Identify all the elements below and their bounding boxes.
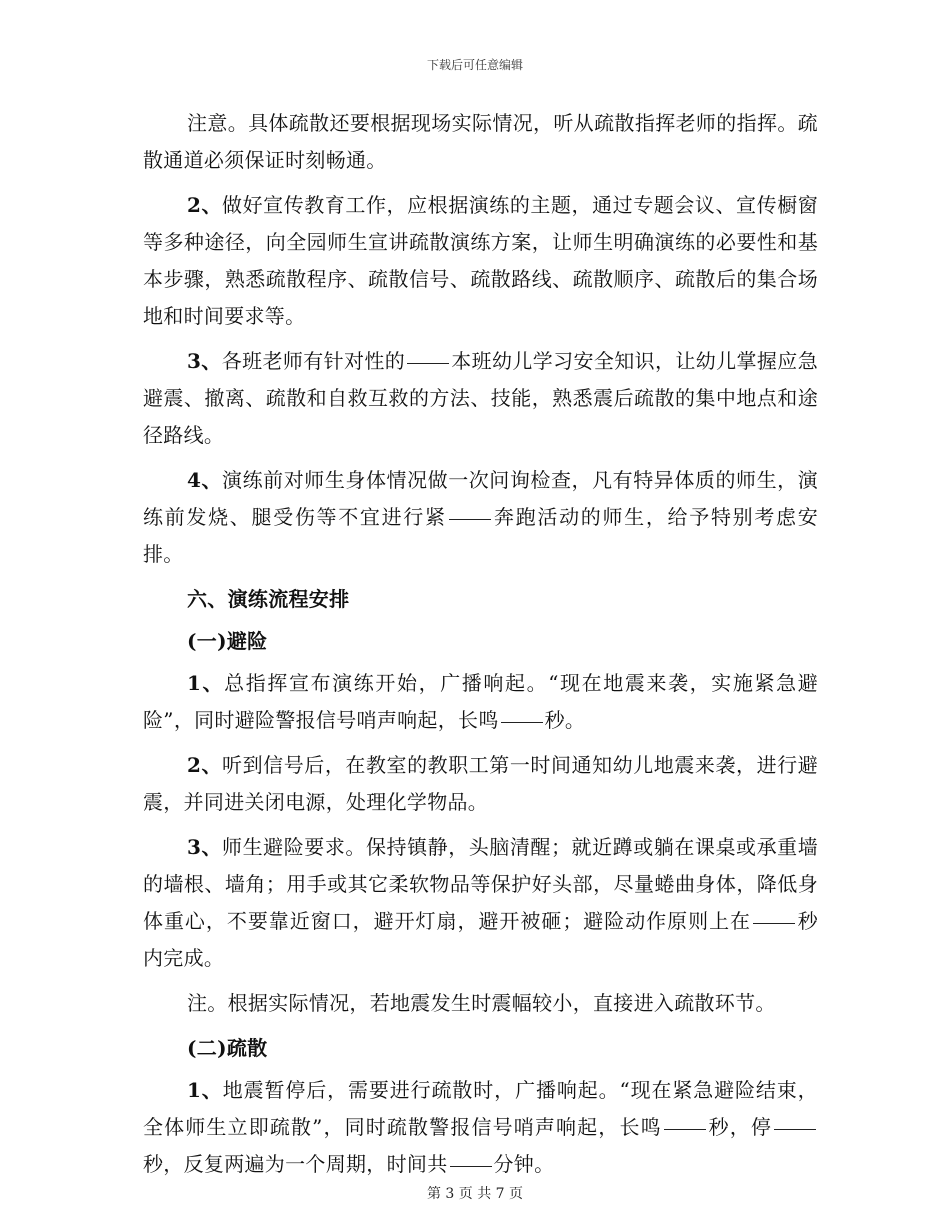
paragraph-item-3: [143, 343, 818, 454]
paragraph-avoid-step-1: [143, 665, 818, 739]
fill-blank: [753, 922, 795, 924]
subsection-heading-avoid-risk: (一)避险: [187, 629, 268, 653]
item-number: 2、: [187, 753, 223, 777]
page-header: 下载后可任意编辑: [426, 58, 523, 72]
item-text: 秒。: [544, 708, 586, 732]
item-text: 地震暂停后，需要进行疏散时，广播响起。“现在紧急避险结束，全体师生立即疏散”，同时疏散警报信号哨声响起，长鸣: [143, 1078, 818, 1139]
item-number: 3、: [187, 349, 222, 373]
paragraph-avoid-step-2: [143, 747, 818, 821]
section-heading-6: 六、演练流程安排: [187, 587, 350, 611]
subsection-heading-evacuate: (二)疏散: [187, 1036, 268, 1060]
page-footer: 第 3 页 共 7 页: [426, 1186, 524, 1202]
paragraph-item-2: [143, 187, 818, 335]
document-body: [143, 105, 818, 1191]
item-text: 演练前对师生身体情况做一次问询检查，凡有特异体质的师生，演练前发烧、腿受伤等不宜进行紧: [143, 468, 818, 529]
item-number: 3、: [187, 835, 223, 859]
item-text: 奔跑活动的师生，给予特别考虑安排。: [143, 505, 818, 566]
item-text: 本班幼儿学习安全知识，让幼儿掌握应急避震、撤离、疏散和自救互救的方法、技能，熟悉震后疏散的集中地点和途径路线。: [143, 349, 818, 447]
paragraph-evacuate-step-1: [143, 1072, 818, 1183]
item-text: 秒内完成。: [143, 909, 818, 970]
item-text: 秒，反复两遍为一个周期，时间共: [143, 1152, 448, 1176]
fill-blank: [450, 1165, 492, 1167]
fill-blank: [501, 721, 543, 723]
fill-blank: [449, 518, 491, 520]
paragraph-note-magnitude: 注。根据实际情况，若地震发生时震幅较小，直接进入疏散环节。: [187, 991, 776, 1015]
item-text: 总指挥宣布演练开始，广播响起。“现在地震来袭，实施紧急避险”，同时避险警报信号哨声响起，长鸣: [143, 671, 818, 732]
fill-blank: [407, 362, 449, 364]
paragraph-avoid-step-3: [143, 829, 818, 977]
item-number: 1、: [187, 1078, 223, 1102]
fill-blank: [664, 1128, 706, 1130]
item-text: 各班老师有针对性的: [221, 349, 406, 373]
item-number: 2、: [187, 193, 223, 217]
item-number: 1、: [187, 671, 225, 695]
item-text: 师生避险要求。保持镇静，头脑清醒；就近蹲或躺在课桌或承重墙的墙根、墙角；用手或其它柔软物品等保护好头部，尽量蜷曲身体，降低身体重心，不要靠近窗口，避开灯扇，避开被砸；避险动作原则上在: [143, 835, 818, 933]
item-text: 分钟。: [493, 1152, 555, 1176]
item-text: 听到信号后，在教室的教职工第一时间通知幼儿地震来袭，进行避震，并同进关闭电源，处理化学物品。: [143, 753, 818, 814]
fill-blank: [774, 1128, 816, 1130]
item-text: 秒，停: [707, 1115, 772, 1139]
paragraph-item-4: [143, 462, 818, 573]
item-number: 4、: [187, 468, 223, 492]
paragraph-note-evacuation: 注意。具体疏散还要根据现场实际情况，听从疏散指挥老师的指挥。疏散通道必须保证时刻畅通。: [143, 111, 818, 172]
item-text: 做好宣传教育工作，应根据演练的主题，通过专题会议、宣传橱窗等多种途径，向全园师生宣讲疏散演练方案，让师生明确演练的必要性和基本步骤，熟悉疏散程序、疏散信号、疏散路线、疏散顺序、疏散后的集合场地和时间要求等。: [143, 193, 818, 328]
